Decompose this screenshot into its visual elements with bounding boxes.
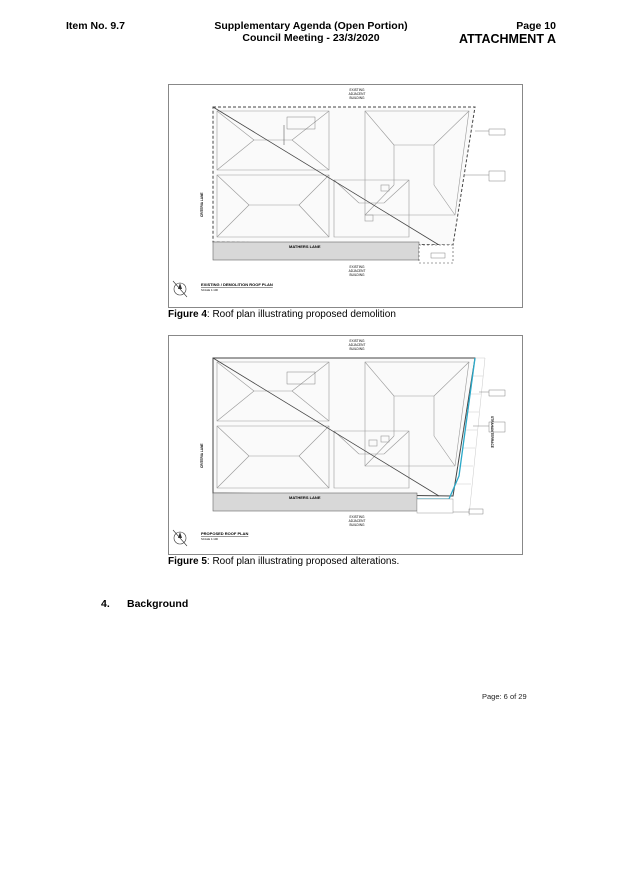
plan-scale: SCALE 1:100 (201, 288, 218, 292)
page-header (459, 20, 556, 46)
plan-title: EXISTING / DEMOLITION ROOF PLAN (201, 282, 273, 287)
bottom-label-3: BUILDING (349, 523, 365, 527)
figure-4-caption-text: : Roof plan illustrating proposed demolition (206, 309, 396, 320)
figure-4-label: Figure 4 (168, 309, 207, 320)
site-boundary (213, 107, 475, 245)
page-number: Page 10 (516, 20, 556, 32)
bottom-label-2: ADJACENT (348, 269, 366, 273)
top-label-3: BUILDING (349, 96, 365, 100)
section-title: Background (127, 598, 189, 610)
lane-label: MATHERS LANE (289, 244, 321, 249)
bottom-label-2: ADJACENT (348, 519, 366, 523)
meeting-date: Council Meeting - 23/3/2020 (242, 32, 380, 44)
figure-4-caption (168, 309, 396, 321)
attachment-label: ATTACHMENT A (459, 32, 556, 46)
demolition-roof-plan-drawing (169, 85, 522, 307)
bottom-label-1: EXISTING (349, 515, 365, 519)
plan-title: PROPOSED ROOF PLAN (201, 531, 249, 536)
north-arrow-icon (173, 530, 187, 546)
site-boundary (213, 358, 475, 496)
section-number: 4. (101, 598, 110, 610)
left-lane-label: CRITERIA LANE (200, 443, 204, 468)
top-label-3: BUILDING (349, 347, 365, 351)
agenda-header (180, 20, 442, 44)
item-number: Item No. 9.7 (66, 20, 125, 32)
top-label-2: ADJACENT (348, 92, 366, 96)
left-lane-label: CRITERIA LANE (200, 192, 204, 217)
top-label-1: EXISTING (349, 88, 365, 92)
page-count: Page: 6 of 29 (482, 692, 527, 701)
right-lane-label: STRAHAN TERRACE (490, 416, 494, 448)
top-label-1: EXISTING (349, 339, 365, 343)
lane-label: MATHERS LANE (289, 495, 321, 500)
figure-5-caption-text: : Roof plan illustrating proposed alterations. (206, 556, 400, 567)
agenda-title: Supplementary Agenda (Open Portion) (214, 20, 408, 32)
north-arrow-icon (173, 281, 187, 297)
figure-5-roof-plan (168, 335, 523, 555)
figure-4-roof-plan (168, 84, 523, 308)
figure-5-label: Figure 5 (168, 556, 207, 567)
figure-5-caption (168, 556, 399, 568)
top-label-2: ADJACENT (348, 343, 366, 347)
plan-scale: SCALE 1:100 (201, 537, 218, 541)
bottom-label-3: BUILDING (349, 273, 365, 277)
bottom-label-1: EXISTING (349, 265, 365, 269)
proposed-roof-plan-drawing (169, 336, 522, 554)
